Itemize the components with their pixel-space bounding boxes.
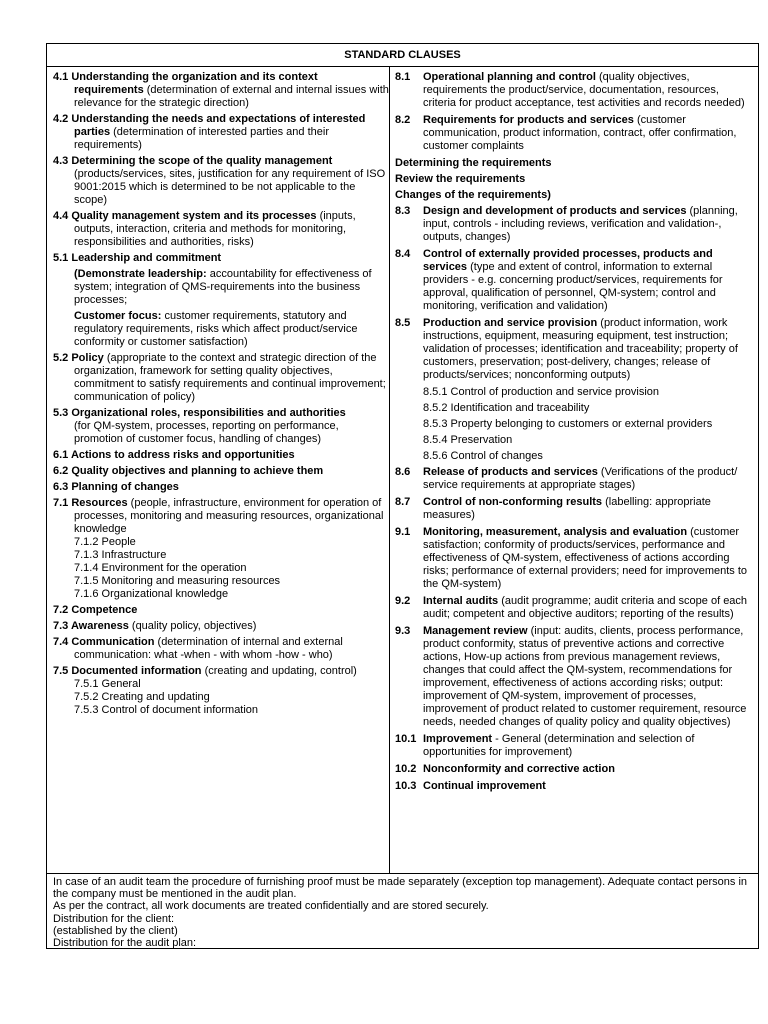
clause-8-5: 8.5 Production and service provision (product information, work instructions, equipment, measuring equipment, test instruction; validation of processes; identification and traceability; property of customers, preservation; post-delivery, changes; release of products/services; nonconforming outputs) — [395, 317, 738, 381]
list-item: 8.5.3 Property belonging to customers or external providers — [423, 418, 713, 430]
footer-line-established: (established by the client) — [53, 924, 178, 937]
clause-columns — [47, 67, 758, 873]
footer-line-distribution-plan: Distribution for the audit plan: — [53, 937, 197, 950]
clause-4-4: 4.4 Quality management system and its processes (inputs, outputs, interaction, criteria and methods for monitoring, responsibilities and authorities, risks) — [53, 210, 356, 248]
determining-requirements: Determining the requirements — [395, 157, 552, 169]
footer-notes — [47, 873, 758, 948]
clause-10-3: 10.3 Continual improvement — [395, 780, 546, 792]
list-item: 7.5.2 Creating and updating — [74, 691, 210, 703]
clause-10-1: 10.1 Improvement - General (determination and selection of opportunities for improvement) — [395, 733, 695, 758]
clause-7-1: 7.1 Resources (people, infrastructure, environment for operation of processes, monitoring and measuring resources, organizational knowledge 7.1.2 People 7.1.3 Infrastructure 7.1.4 Environment for the operation 7.1.5 Monitoring and measuring resources 7.1.6 Organizational knowledge — [53, 497, 389, 601]
list-item: 7.1.6 Organizational knowledge — [74, 588, 229, 600]
list-item: 8.5.6 Control of changes — [423, 450, 543, 462]
clause-6-3: 6.3 Planning of changes — [53, 481, 179, 493]
clause-5-1-leadership: (Demonstrate leadership: accountability for effectiveness of system; integration of QMS-requirements into the business processes; — [74, 268, 372, 306]
clause-8-6: 8.6 Release of products and services (Verifications of the product/ service requirements at appropriate stages) — [395, 466, 738, 491]
footer-line-confidential: As per the contract, all work documents are treated confidentially and are stored securely. — [53, 900, 489, 913]
clause-8-3: 8.3 Design and development of products and services (planning, input, controls - including reviews, verification and validation-, outputs, changes) — [395, 205, 738, 243]
clause-6-1: 6.1 Actions to address risks and opportunities — [53, 449, 295, 461]
clause-8-7: 8.7 Control of non-conforming results (labelling: appropriate measures) — [395, 496, 711, 521]
footer-line-proof: In case of an audit team the procedure of furnishing proof must be made separately (exception top management). Adequate contact persons in the company must be mentioned in the audit plan. — [53, 876, 748, 901]
clause-8-1: 8.1 Operational planning and control (quality objectives, requirements the product/service, documentation, resources, criteria for product acceptance, test activities and records needed) — [395, 71, 745, 109]
clause-9-2: 9.2 Internal audits (audit programme; audit criteria and scope of each audit; competent and objective auditors; reporting of the results) — [395, 595, 748, 620]
clause-5-1-customer-focus: Customer focus: customer requirements, statutory and regulatory requirements, risks which affect product/service conformity or customer satisfaction) — [74, 310, 358, 348]
clause-8-2: 8.2 Requirements for products and services (customer communication, product information, contract, offer confirmation, customer complaints — [395, 114, 737, 152]
clause-5-2: 5.2 Policy (appropriate to the context and strategic direction of the organization, framework for setting quality objectives, commitment to satisfy requirements and continual improvement; communication of policy) — [53, 352, 386, 403]
list-item: 7.1.4 Environment for the operation — [74, 562, 247, 574]
list-item: 7.1.5 Monitoring and measuring resources — [74, 575, 281, 587]
list-item: 8.5.4 Preservation — [423, 434, 513, 446]
changes-requirements: Changes of the requirements) — [395, 189, 551, 201]
clause-4-1: 4.1 Understanding the organization and its context requirements (determination of external and internal issues with relevance for the strategic direction) — [53, 71, 389, 109]
clause-9-1: 9.1 Monitoring, measurement, analysis and evaluation (customer satisfaction; conformity of products/services, performance and effectiveness of QM-system, effectiveness of actions according risks; performance of external providers; need for improvements to the QM-system) — [395, 526, 748, 590]
list-item: 8.5.2 Identification and traceability — [423, 402, 590, 414]
right-column — [390, 67, 758, 873]
clause-5-3: 5.3 Organizational roles, responsibilities and authorities (for QM-system, processes, reporting on performance, promotion of customer focus, handling of changes) — [53, 407, 346, 445]
table-title: STANDARD CLAUSES — [344, 49, 461, 61]
clause-6-2: 6.2 Quality objectives and planning to achieve them — [53, 465, 324, 477]
clause-7-3: 7.3 Awareness (quality policy, objectives) — [53, 620, 257, 632]
clause-9-3: 9.3 Management review (input: audits, clients, process performance, product conformity, status of preventive actions and corrective actions, How-up actions from previous management reviews, changes that could affect the QM-system, recommendations for improvement, effectiveness of actions according risks; output: improvement of QM-system, improvement of processes, improvement of product related to customer requirement, resource needs, needed changes of quality policy and quality objectives) — [395, 625, 747, 728]
clause-10-2: 10.2 Nonconformity and corrective action — [395, 763, 615, 775]
list-item: 7.5.3 Control of document information — [74, 704, 259, 716]
clause-4-2: 4.2 Understanding the needs and expectations of interested parties (determination of interested parties and their requirements) — [53, 113, 366, 151]
clause-5-1: 5.1 Leadership and commitment — [53, 252, 222, 264]
standard-clauses-table — [46, 43, 759, 949]
clause-7-4: 7.4 Communication (determination of internal and external communication: what -when - with whom -how - who) — [53, 636, 343, 661]
clause-8-4: 8.4 Control of externally provided processes, products and services (type and extent of control, information to external providers - e.g. concerning product/services, requirements for approval, qualification of personnel, QM-system; control and monitoring, verification and validation) — [395, 248, 723, 312]
review-requirements: Review the requirements — [395, 173, 526, 185]
table-header — [47, 44, 758, 67]
clause-7-5: 7.5 Documented information (creating and updating, control) 7.5.1 General 7.5.2 Creating and updating 7.5.3 Control of document information — [53, 665, 389, 717]
list-item: 7.1.3 Infrastructure — [74, 549, 167, 561]
list-item: 7.5.1 General — [74, 678, 141, 690]
footer-line-distribution-client: Distribution for the client: — [53, 912, 175, 925]
clause-4-3: 4.3 Determining the scope of the quality management (products/services, sites, justification for any requirement of ISO 9001:2015 which is determined to be not applicable to the scope) — [53, 155, 386, 206]
list-item: 7.1.2 People — [74, 536, 136, 548]
clause-7-2: 7.2 Competence — [53, 604, 138, 616]
list-item: 8.5.1 Control of production and service provision — [423, 386, 660, 398]
left-column — [47, 67, 390, 873]
